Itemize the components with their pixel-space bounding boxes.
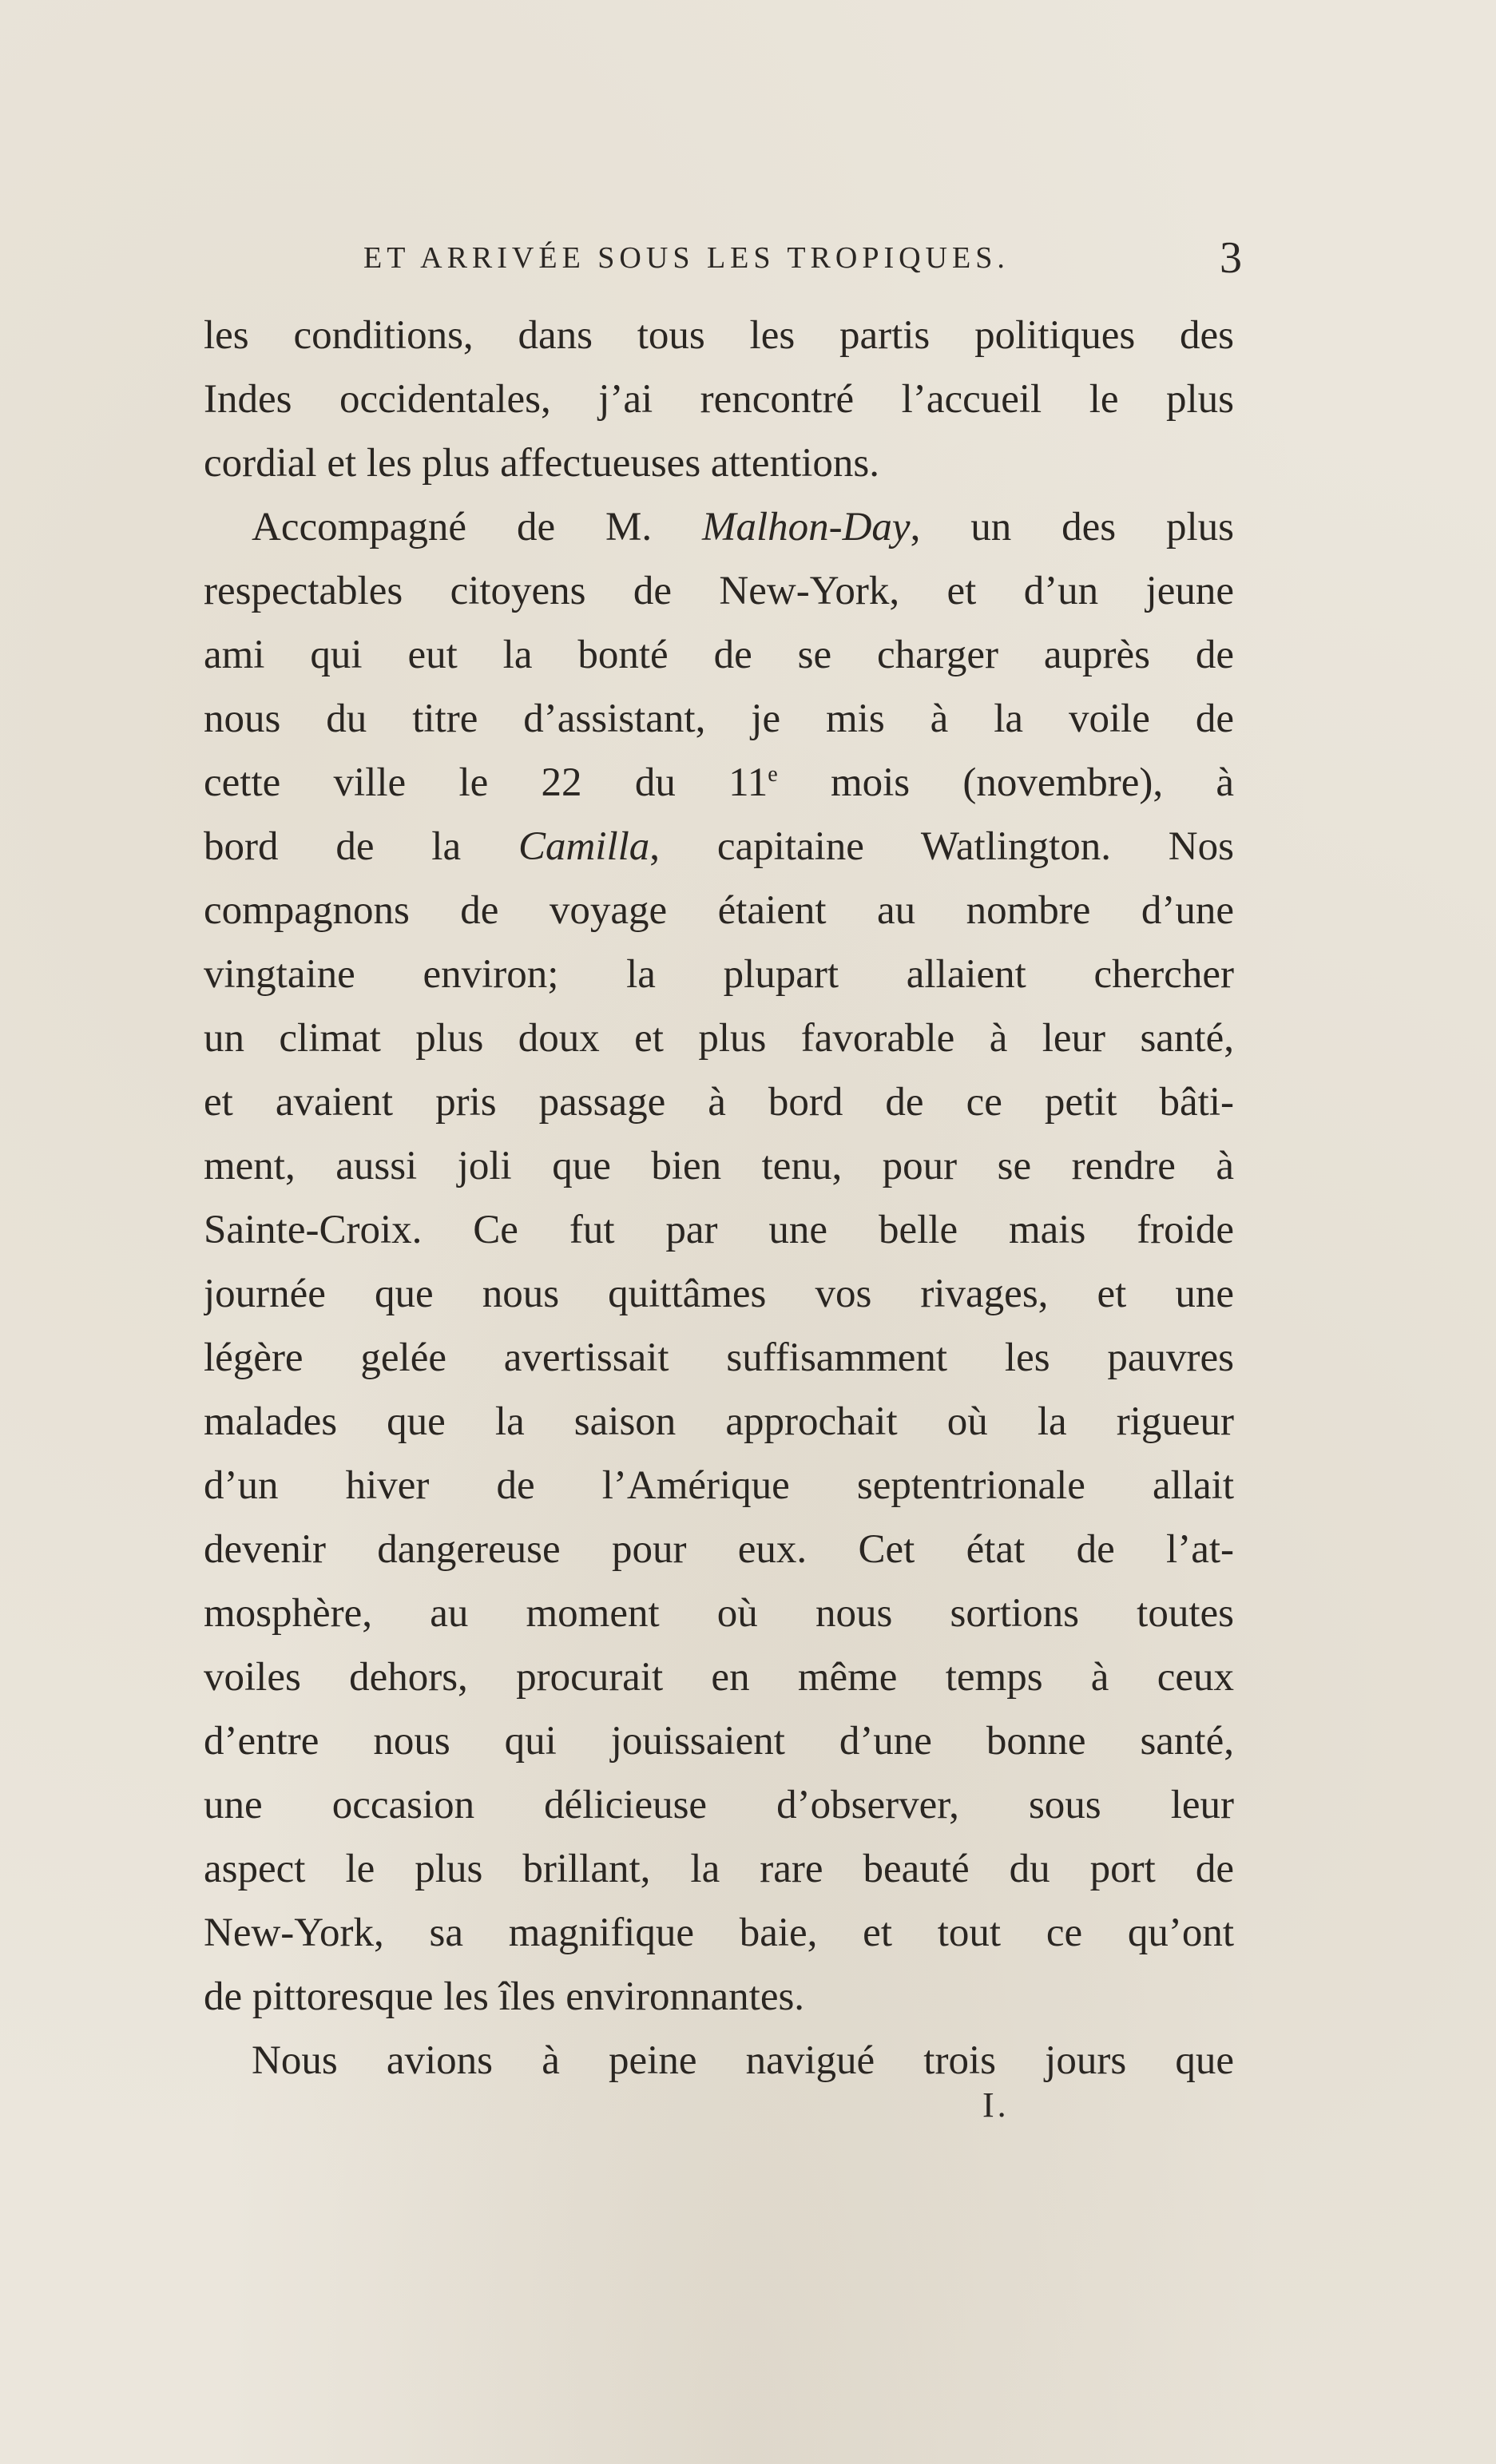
text-fragment: cette ville le 22 du 11 — [204, 760, 768, 805]
text-line: d’un hiver de l’Amérique septentrionale allait — [204, 1463, 1234, 1508]
text-line: vingtaine environ; la plupart allaient chercher — [204, 952, 1234, 997]
page-header — [204, 230, 1242, 286]
text-fragment: bord de la — [204, 824, 518, 869]
text-line: Indes occidentales, j’ai rencontré l’accueil le plus — [204, 377, 1234, 422]
running-head: ET ARRIVÉE SOUS LES TROPIQUES. — [363, 241, 1010, 275]
text-line: une occasion délicieuse d’observer, sous leur — [204, 1783, 1234, 1827]
text-line: journée que nous quittâmes vos rivages, et une — [204, 1272, 1234, 1316]
text-line — [204, 815, 1234, 879]
text-fragment: Accompagné de M. — [252, 505, 702, 550]
text-fragment: , capitaine Watlington. Nos — [649, 824, 1234, 869]
signature-mark: I. — [982, 2085, 1010, 2125]
superscript: e — [768, 762, 778, 787]
text-fragment: , un des plus — [910, 505, 1234, 550]
text-line: cordial et les plus affectueuses attentions. — [204, 441, 879, 486]
body-text — [204, 304, 1234, 2093]
text-line: New-York, sa magnifique baie, et tout ce qu’ont — [204, 1910, 1234, 1955]
text-fragment: mois (novembre), à — [777, 760, 1234, 805]
text-line: les conditions, dans tous les partis politiques des — [204, 313, 1234, 358]
italic-ship-name: Camilla — [518, 824, 650, 869]
text-line: Sainte-Croix. Ce fut par une belle mais froide — [204, 1208, 1234, 1252]
text-line: malades que la saison approchait où la rigueur — [204, 1399, 1234, 1444]
text-line: de pittoresque les îles environnantes. — [204, 1974, 805, 2019]
text-line — [204, 495, 1234, 559]
text-line: respectables citoyens de New-York, et d’un jeune — [204, 569, 1234, 613]
text-line: légère gelée avertissait suffisamment les pauvres — [204, 1335, 1234, 1380]
text-line: mosphère, au moment où nous sortions toutes — [204, 1591, 1234, 1636]
text-line: nous du titre d’assistant, je mis à la voile de — [204, 696, 1234, 741]
text-line: Nous avions à peine navigué trois jours que — [252, 2038, 1234, 2083]
text-line: ment, aussi joli que bien tenu, pour se rendre à — [204, 1144, 1234, 1188]
text-line: aspect le plus brillant, la rare beauté du port de — [204, 1847, 1234, 1891]
text-line — [204, 751, 1234, 815]
text-line: d’entre nous qui jouissaient d’une bonne santé, — [204, 1719, 1234, 1764]
italic-name: Malhon-Day — [701, 505, 911, 550]
text-line: un climat plus doux et plus favorable à leur santé, — [204, 1016, 1234, 1061]
text-line: et avaient pris passage à bord de ce petit bâti- — [204, 1080, 1234, 1125]
text-line: ami qui eut la bonté de se charger auprès de — [204, 633, 1234, 677]
text-line: devenir dangereuse pour eux. Cet état de l’at- — [204, 1527, 1234, 1572]
text-line: voiles dehors, procurait en même temps à ceux — [204, 1655, 1234, 1700]
text-line: compagnons de voyage étaient au nombre d’une — [204, 888, 1234, 933]
page-number: 3 — [1220, 233, 1242, 283]
